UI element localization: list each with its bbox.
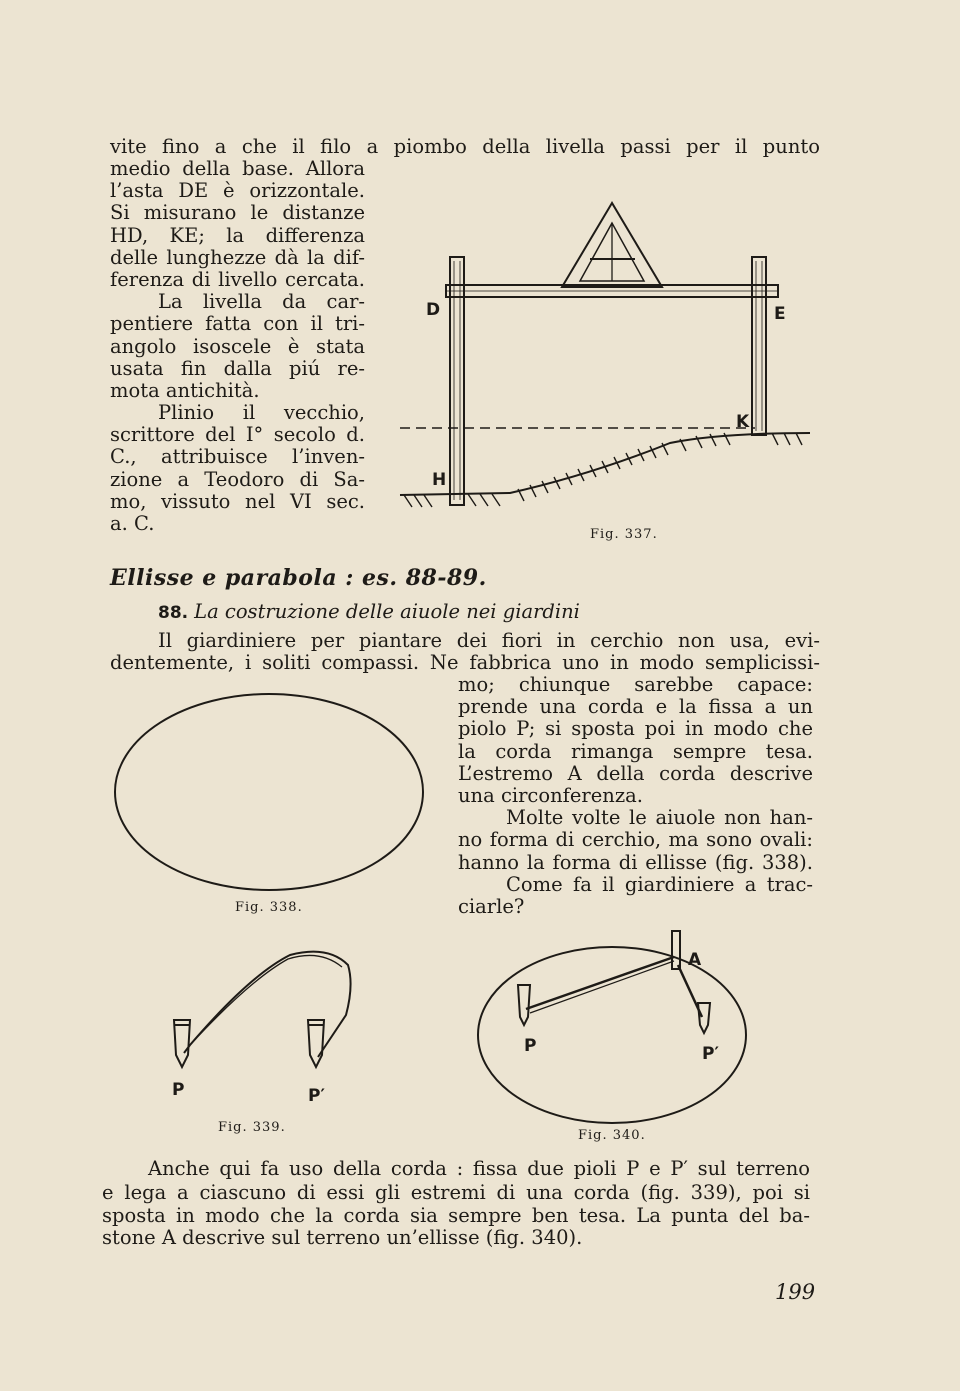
text-line: mo, vissuto nel VI sec.: [110, 489, 365, 513]
stick-a: [672, 931, 680, 969]
paragraph-line: Anche qui fa uso della corda : fissa due pioli P e P′ sul terreno: [148, 1157, 810, 1180]
label-p-prime: P′: [702, 1044, 719, 1064]
paragraph-line: sposta in modo che la corda sia sempre ben tesa. La punta del ba-: [102, 1204, 810, 1227]
label-k: K: [736, 412, 750, 432]
label-a: A: [688, 950, 702, 970]
paragraph-line: dentemente, i soliti compassi. Ne fabbrica uno in modo semplicissi-: [110, 651, 820, 674]
text-line: HD, KE; la differenza: [110, 223, 365, 247]
fig-340-caption: Fig. 340.: [578, 1128, 646, 1143]
text-line: zione a Teodoro di Sa-: [110, 467, 365, 491]
left-post: [450, 257, 464, 505]
text-line: la corda rimanga sempre tesa.: [458, 739, 813, 763]
peg-p: [518, 985, 530, 1025]
text-line: L’estremo A della corda descrive: [458, 761, 813, 785]
page-number: 199: [775, 1280, 816, 1304]
subsection-title-text: La costruzione delle aiuole nei giardini: [194, 600, 580, 623]
right-column-text: [458, 674, 813, 918]
text-line: delle lunghezze dà la dif-: [110, 245, 365, 269]
peg-p-prime: [308, 1020, 324, 1067]
text-line: scrittore del I° secolo d.: [110, 423, 365, 447]
fig-338-caption: Fig. 338.: [235, 900, 303, 915]
figure-340-ellipse-construction: [470, 925, 760, 1130]
figure-337-level: [390, 195, 820, 545]
label-h: H: [432, 470, 447, 490]
text-line: C., attribuisce l’inven-: [110, 445, 365, 469]
text-line: no forma di cerchio, ma sono ovali:: [458, 828, 813, 852]
ellipse-shape: [115, 694, 423, 890]
text-line: Molte volte le aiuole non han-: [506, 806, 813, 830]
text-line: mota antichità.: [110, 378, 260, 402]
peg-p-prime: [698, 1003, 710, 1033]
text-line: a. C.: [110, 512, 155, 535]
text-line: Come fa il giardiniere a trac-: [506, 872, 813, 896]
fig-339-caption: Fig. 339.: [218, 1120, 286, 1135]
peg-p: [174, 1020, 190, 1067]
paragraph-line: stone A descrive sul terreno un’ellisse (fig. 340).: [102, 1226, 583, 1249]
text-line: piolo P; si sposta poi in modo che: [458, 717, 813, 741]
label-d: D: [426, 300, 441, 320]
text-line: medio della base. Allora: [110, 157, 365, 180]
right-post: [752, 257, 766, 435]
text-line: pentiere fatta con il tri-: [110, 312, 365, 336]
text-line: angolo isoscele è stata: [110, 334, 365, 358]
figure-339-pegs-rope: [160, 945, 370, 1105]
text-line: prende una corda e la fissa a un: [458, 695, 813, 719]
left-column-text: [110, 158, 365, 535]
text-line: ferenza di livello cercata.: [110, 267, 365, 291]
text-line: usata fin dalla piú re-: [110, 356, 365, 380]
text-line: hanno la forma di ellisse (fig. 338).: [458, 850, 813, 874]
ellipse-shape: [478, 947, 746, 1123]
subsection-number: 88.: [158, 603, 189, 623]
text-line: l’asta DE è orizzontale.: [110, 179, 365, 203]
top-text-line: vite fino a che il filo a piombo della livella passi per il punto: [110, 135, 820, 158]
text-line: ciarle?: [458, 894, 525, 918]
paragraph-line: Il giardiniere per piantare dei fiori in cerchio non usa, evi-: [158, 629, 820, 652]
rope-right: [678, 965, 702, 1017]
section-heading: Ellisse e parabola : es. 88-89.: [110, 565, 487, 591]
label-p: P: [172, 1080, 185, 1100]
fig-337-caption: Fig. 337.: [590, 527, 658, 542]
text-line: Si misurano le distanze: [110, 201, 365, 225]
rope: [184, 952, 351, 1057]
subsection-title: [158, 600, 580, 623]
paragraph-line: e lega a ciascuno di essi gli estremi di una corda (fig. 339), poi si: [102, 1181, 810, 1204]
label-p: P: [524, 1036, 537, 1056]
text-line: La livella da car-: [158, 290, 365, 314]
label-e: E: [774, 304, 786, 324]
label-p-prime: P′: [308, 1086, 325, 1106]
text-line: una circonferenza.: [458, 783, 643, 807]
figure-338-ellipse: [110, 690, 430, 895]
text-line: Plinio il vecchio,: [158, 401, 365, 425]
text-line: mo; chiunque sarebbe capace:: [458, 673, 813, 696]
rope-left: [526, 957, 674, 1009]
